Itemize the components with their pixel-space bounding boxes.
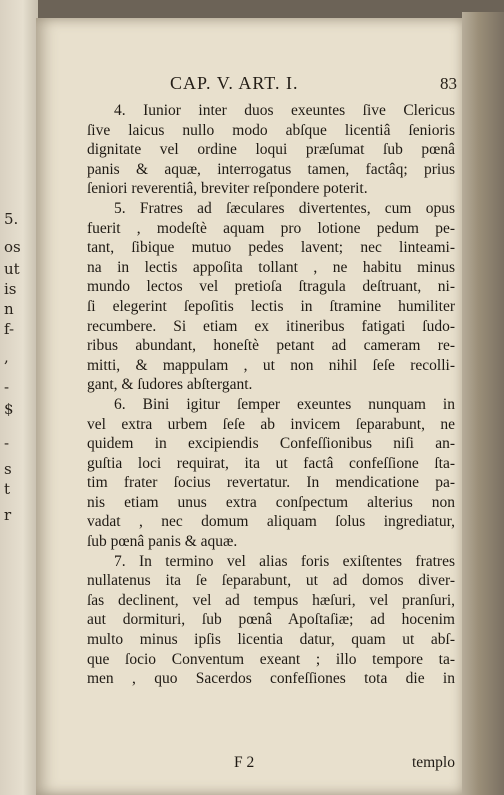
text-line: ſas declinent, vel ad tempus hæſuri, vel pranſuri, [87, 591, 455, 609]
margin-fragment: , [4, 348, 9, 366]
text-line: ſi elegerint ſepoſitis lectis in ſtramine humiliter [87, 297, 455, 315]
margin-fragment: t [4, 480, 11, 498]
text-line: dignitate vel ordine loqui præſumat ſub pœnâ [87, 141, 455, 159]
text-line: panis & aquæ, interrogatus tamen, factâq; prius [87, 160, 455, 178]
margin-fragment: s [4, 460, 12, 478]
margin-fragment: f- [4, 320, 15, 338]
text-line: 4. Iunior inter duos exeuntes ſive Clericus [114, 102, 455, 119]
body-text [87, 101, 455, 689]
text-line: fuerit , modeſtè aquam pro lotione pedum pe- [87, 219, 455, 237]
text-line: tant, ſibique mutuo pedes lavent; nec linteami- [87, 239, 455, 257]
margin-fragment: - [4, 378, 10, 396]
text-line: multo minus ipſis licentia datur, quam ut abſ- [87, 631, 455, 649]
running-title: CAP. V. ART. I. [170, 73, 299, 93]
margin-fragment: n [4, 300, 14, 318]
text-line: ribus abundant, honeſtè petant ad cameram re- [87, 337, 455, 355]
margin-fragment: 5. [4, 210, 19, 228]
page-number: 83 [440, 74, 457, 93]
page-edge [462, 12, 504, 795]
text-line: ſub pœnâ panis & aquæ. [87, 533, 238, 551]
text-line: nullatenus ita ſe ſeparabunt, ut ad domos diver- [87, 572, 455, 590]
text-line: gant, & ſudores abſtergant. [87, 376, 253, 394]
text-line: aut dormituri, ſub pœnâ Apoſtaſiæ; ad hocenim [87, 611, 455, 629]
margin-fragment: os [4, 238, 21, 256]
margin-fragment: ut [4, 260, 20, 278]
text-line: 7. In termino vel alias foris exiſtentes fratres [114, 552, 455, 570]
text-line: que ſocio Conventum exeant ; illo tempore ta- [87, 650, 455, 668]
text-line: men , quo Sacerdos confeſſiones tota die in [87, 670, 455, 688]
margin-fragment: - [4, 434, 10, 452]
text-line: ſeniori reverentiâ, breviter reſpondere poterit. [87, 180, 368, 198]
text-line: quidem in excipiendis Confeſſionibus niſi an- [87, 435, 455, 453]
text-line: vel extra urbem ſeſe ab invicem ſeparabunt, ne [87, 415, 455, 433]
catchword: templo [411, 754, 455, 771]
signature-mark: F 2 [234, 754, 255, 771]
text-line: guſtia loci requirat, ita ut factâ confeſſione ſta- [87, 454, 455, 472]
margin-fragment: $ [4, 400, 14, 418]
text-line: nis etiam unus extra conſpectum alterius non [87, 493, 455, 511]
margin-fragment: r [4, 506, 12, 524]
text-line: na in lectis appoſita tollant , ne habitu minus [87, 258, 455, 276]
text-line: tim frater ſocius revertatur. In mendicatione pa- [87, 474, 455, 492]
text-line: 5. Fratres ad ſæculares divertentes, cum opus [114, 199, 455, 217]
text-line: vadat , nec domum aliquam ſolus ingrediatur, [87, 513, 455, 531]
margin-fragment: is [4, 280, 17, 298]
text-line: recumbere. Si etiam ex itineribus fatigati ſudo- [87, 317, 455, 335]
text-line: mundo lectos vel pretioſa ſtragula deſtruant, ni- [87, 278, 455, 296]
text-line: 6. Bini igitur ſemper exeuntes nunquam in [114, 395, 455, 413]
facing-page-fragment [0, 0, 38, 795]
text-line: mitti, & mappulam , ut non nihil ſeſe recolli- [87, 356, 455, 374]
text-line: ſive laicus nullo modo abſque licentiâ ſenioris [87, 121, 455, 139]
